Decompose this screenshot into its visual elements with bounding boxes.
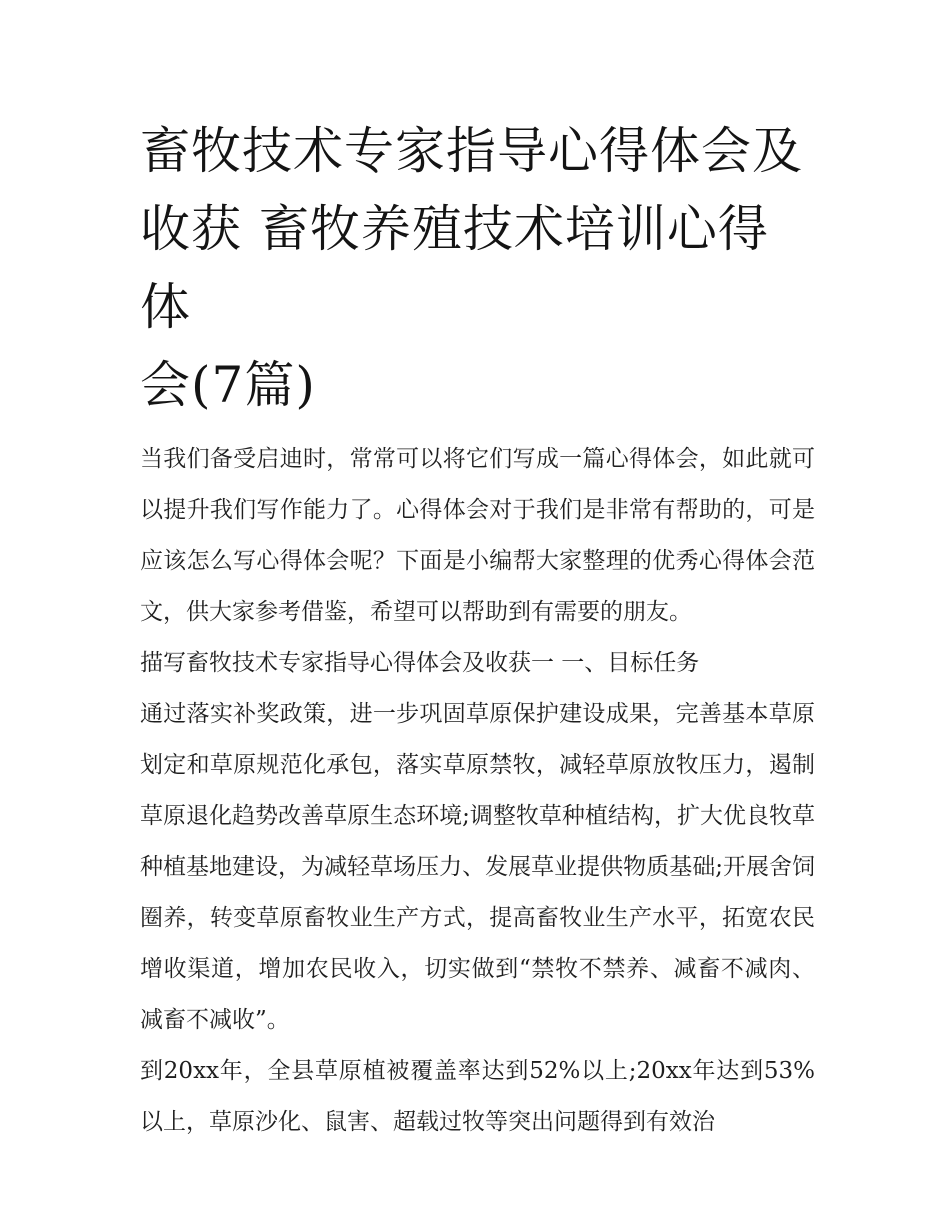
document-body <box>140 434 815 1148</box>
objectives-paragraph: 通过落实补奖政策，进一步巩固草原保护建设成果，完善基本草原划定和草原规范化承包，落实草原禁牧，减轻草原放牧压力，遏制草原退化趋势改善草原生态环境;调整牧草种植结构，扩大优良牧草种植基地建设，为减轻草场压力、发展草业提供物质基础;开展舍饲圈养，转变草原畜牧业生产方式，提高畜牧业生产水平，拓宽农民增收渠道，增加农民收入，切实做到“禁牧不禁养、减畜不减肉、减畜不减收”。 <box>140 701 815 1033</box>
intro-paragraph: 当我们备受启迪时，常常可以将它们写成一篇心得体会，如此就可以提升我们写作能力了。心得体会对于我们是非常有帮助的，可是应该怎么写心得体会呢？下面是小编帮大家整理的优秀心得体会范文，供大家参考借鉴，希望可以帮助到有需要的朋友。 <box>140 446 815 625</box>
document-title <box>140 112 815 424</box>
title-line-1: 畜牧技术专家指导心得体会及 <box>140 122 803 180</box>
document-page <box>140 112 815 1148</box>
title-line-2: 收获 畜牧养殖技术培训心得体 <box>140 200 769 336</box>
title-line-3: 会(7篇) <box>140 356 316 414</box>
section-heading: 描写畜牧技术专家指导心得体会及收获一 一、目标任务 <box>140 650 700 676</box>
targets-paragraph: 到20xx年，全县草原植被覆盖率达到52%以上;20xx年达到53%以上，草原沙化、鼠害、超载过牧等突出问题得到有效治 <box>140 1058 815 1135</box>
